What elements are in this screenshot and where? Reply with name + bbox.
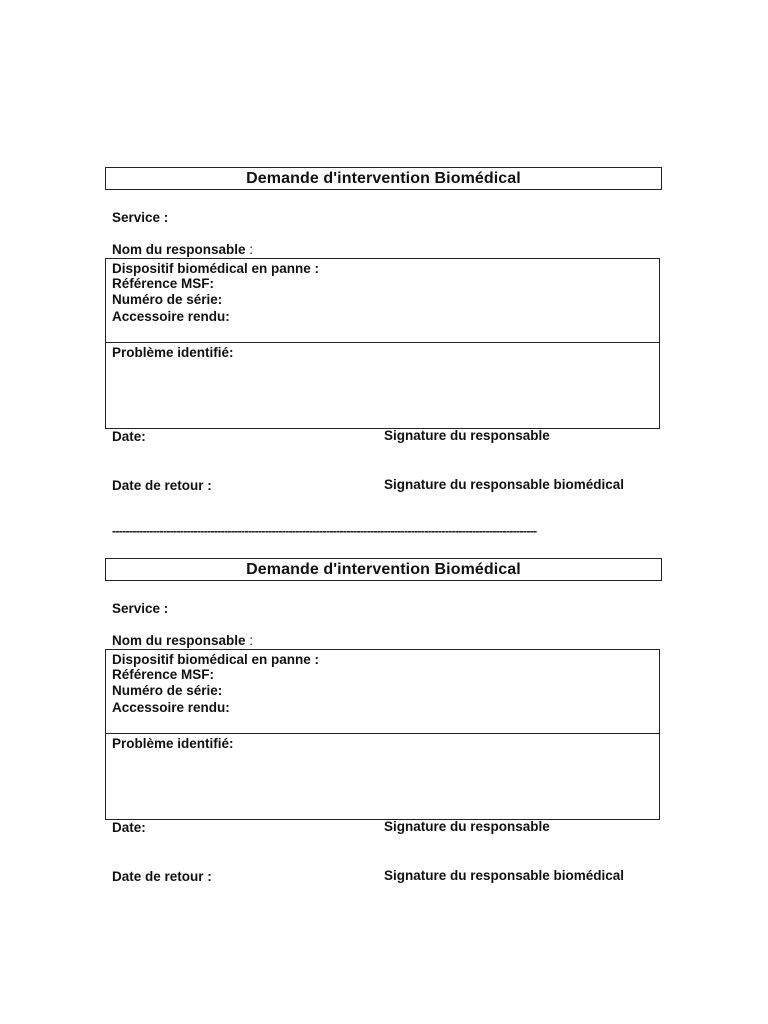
form-title: Demande d'intervention Biomédical [105, 167, 662, 190]
accessory-label: Accessoire rendu: [112, 309, 230, 324]
service-label: Service : [112, 210, 169, 225]
responsable-colon: : [249, 633, 254, 648]
device-label: Dispositif biomédical en panne : [112, 261, 320, 276]
date-label: Date: [112, 429, 146, 444]
device-label: Dispositif biomédical en panne : [112, 652, 320, 667]
form-title: Demande d'intervention Biomédical [105, 558, 662, 581]
responsable-label [112, 242, 253, 257]
responsable-colon: : [249, 242, 254, 257]
serial-label: Numéro de série: [112, 683, 223, 698]
date-label: Date: [112, 820, 146, 835]
problem-label: Problème identifié: [112, 736, 234, 751]
signature-label: Signature du responsable [384, 428, 550, 443]
biomedical-signature-label: Signature du responsable biomédical [384, 477, 625, 492]
responsable-label-text: Nom du responsable [112, 242, 246, 257]
accessory-label: Accessoire rendu: [112, 700, 230, 715]
responsable-label [112, 633, 253, 648]
return-date-label: Date de retour : [112, 869, 212, 884]
reference-label: Référence MSF: [112, 276, 215, 291]
biomedical-signature-label: Signature du responsable biomédical [384, 868, 625, 883]
responsable-label-text: Nom du responsable [112, 633, 246, 648]
return-date-label: Date de retour : [112, 478, 212, 493]
reference-label: Référence MSF: [112, 667, 215, 682]
signature-label: Signature du responsable [384, 819, 550, 834]
service-label: Service : [112, 601, 169, 616]
problem-label: Problème identifié: [112, 345, 234, 360]
cut-separator: ----------------------------------------------------------------------------------------------------------------------------- [112, 524, 537, 538]
serial-label: Numéro de série: [112, 292, 223, 307]
